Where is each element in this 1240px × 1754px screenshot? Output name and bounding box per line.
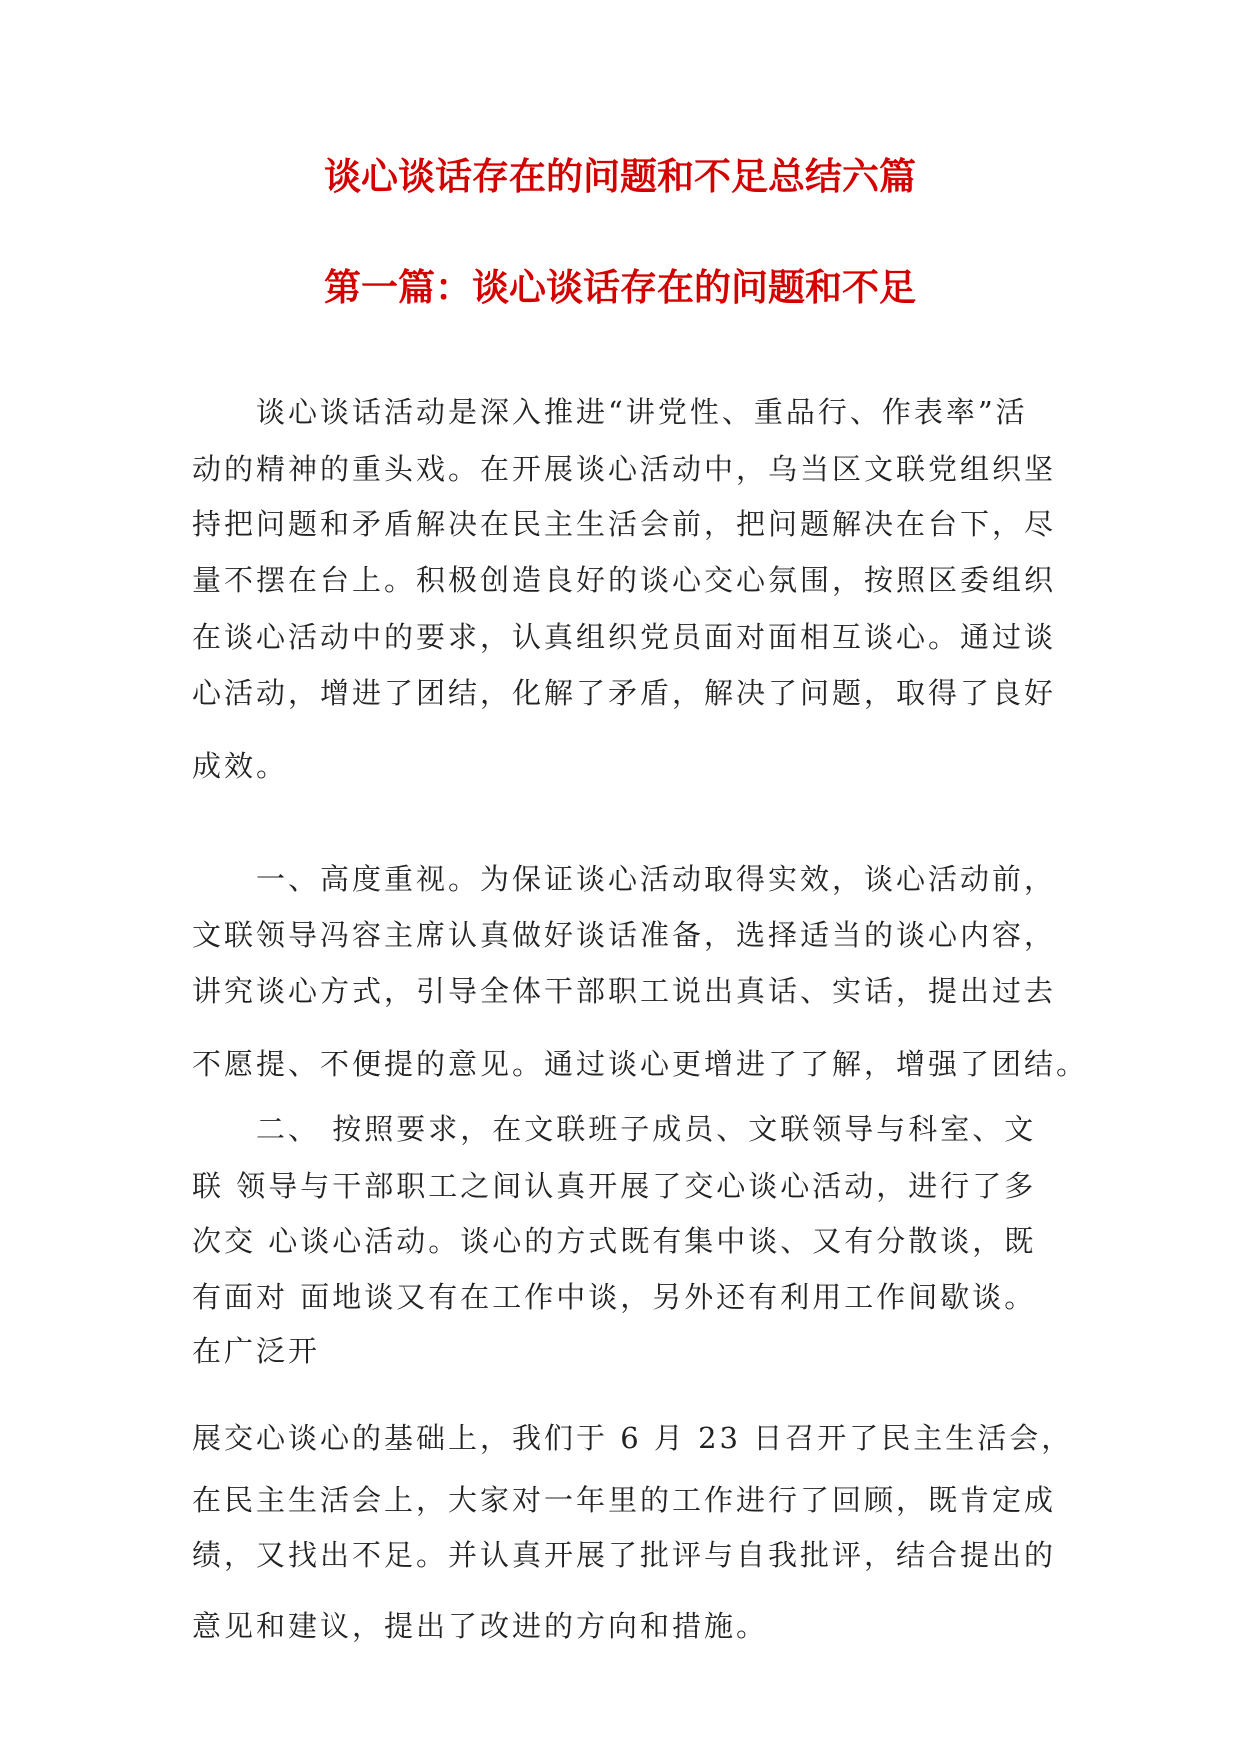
text-line: 谈心谈话活动是深入推进“讲党性、重品行、作表率”活 — [192, 395, 1028, 429]
text-line: 意见和建议，提出了改进的方向和措施。 — [192, 1609, 769, 1643]
text-line: 展交心谈心的基础上，我们于 6 月 23 日召开了民主生活会， — [192, 1421, 1074, 1455]
text-line: 持把问题和矛盾解决在民主生活会前，把问题解决在台下，尽 — [192, 507, 1057, 541]
text-line: 绩，又找出不足。并认真开展了批评与自我批评，结合提出的 — [192, 1538, 1057, 1572]
text-line: 成效。 — [192, 749, 289, 783]
section-title: 第一篇：谈心谈话存在的问题和不足 — [324, 265, 916, 309]
text-line: 二、 按照要求，在文联班子成员、文联领导与科室、文 — [192, 1112, 1037, 1146]
text-line: 量不摆在台上。积极创造良好的谈心交心氛围，按照区委组织 — [192, 563, 1057, 597]
text-line: 动的精神的重头戏。在开展谈心活动中，乌当区文联党组织坚 — [192, 452, 1057, 486]
text-line: 在广泛开 — [192, 1334, 321, 1368]
text-line: 心活动，增进了团结，化解了矛盾，解决了问题，取得了良好 — [192, 676, 1057, 710]
text-line: 在谈心活动中的要求，认真组织党员面对面相互谈心。通过谈 — [192, 620, 1057, 654]
text-line: 文联领导冯容主席认真做好谈话准备，选择适当的谈心内容， — [192, 918, 1057, 952]
text-line: 在民主生活会上，大家对一年里的工作进行了回顾，既肯定成 — [192, 1483, 1057, 1517]
text-line: 联 领导与干部职工之间认真开展了交心谈心活动，进行了多 — [192, 1169, 1037, 1203]
document-title: 谈心谈话存在的问题和不足总结六篇 — [324, 154, 916, 198]
text-line: 不愿提、不便提的意见。通过谈心更增进了了解，增强了团结。 — [192, 1047, 1089, 1081]
text-line: 讲究谈心方式，引导全体干部职工说出真话、实话，提出过去 — [192, 974, 1057, 1008]
text-line: 一、高度重视。为保证谈心活动取得实效，谈心活动前， — [192, 862, 1057, 896]
text-line: 次交 心谈心活动。谈心的方式既有集中谈、又有分散谈，既 — [192, 1224, 1037, 1258]
text-line: 有面对 面地谈又有在工作中谈，另外还有利用工作间歇谈。 — [192, 1280, 1037, 1314]
